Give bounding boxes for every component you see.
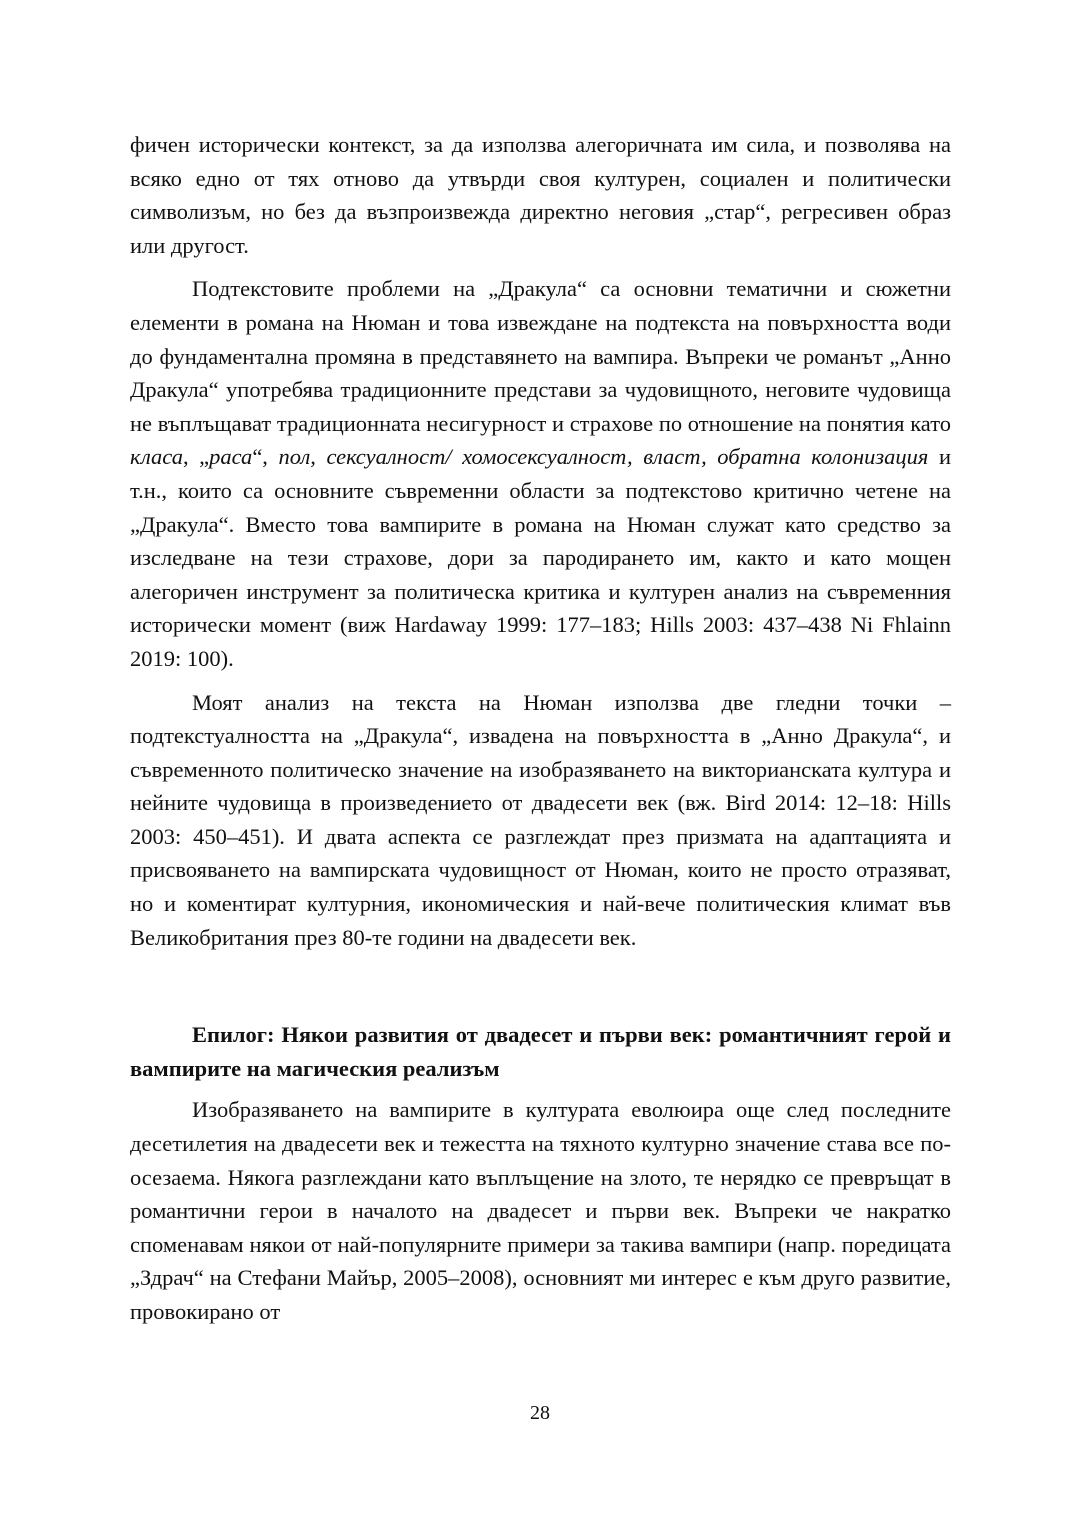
document-page xyxy=(130,128,951,1329)
paragraph-text: Подтекстовите проблеми на „Дракула“ са основни тематични и сюжетни елементи в романа на Нюман и това извеждане на подтекста на повърхността води до фундаментална промяна в представянето на вампира. Въпреки че романът „Анно Дракула“ употребява традиционните представи за чудовищното, неговите чудовища не въплъщават традиционната несигурност и страхове по отношение на понятия като xyxy=(130,276,951,436)
body-paragraph-epilogue: Изобразяването на вампирите в културата еволюира още след последните десетилетия на двадесети век и тежестта на тяхното културно значение става все по-осезаема. Някога разглеждани като въплъщение на злото, те нерядко се превръщат в романтични герои в началото на двадесет и първи век. Въпреки че накратко споменавам някои от най-популярните примери за такива вампири (напр. поредицата „Здрач“ на Стефани Майър, 2005–2008), основният ми интерес е към друго развитие, провокирано от xyxy=(130,1097,951,1324)
separator: “, xyxy=(252,444,279,470)
page-number: 28 xyxy=(530,1402,550,1424)
body-paragraph-analysis: Моят анализ на текста на Нюман използва две гледни точки – подтекстуалността на „Дракула“, извадена на повърхността в „Анно Дракула“, и съвременното политическо значение на изобразяването на викторианската култура и нейните чудовища в произведението от двадесети век (вж. Bird 2014: 12–18: Hills 2003: 450–451). И двата аспекта се разглеждат през призмата на адаптацията и присвояването на вампирската чудовищност от Нюман, които не просто отразяват, но и коментират културния, икономическия и най-вече политическия климат във Великобритания през 80-те години на двадесети век. xyxy=(130,689,951,950)
italic-term-list: пол, сексуалност/ хомосексуалност, власт, обратна колонизация xyxy=(278,444,929,470)
body-paragraph-subtext xyxy=(130,272,951,675)
section-heading: Епилог: Някои развития от двадесет и първи век: романтичният герой и вампирите на магическия реализъм xyxy=(130,1022,951,1081)
italic-term-race: раса xyxy=(209,444,253,470)
paragraph-text: и т.н., които са основните съвременни области за подтекстово критично четене на „Дракула“. Вместо това вампирите в романа на Нюман служат като средство за изследване на тези страхове, дори за пародирането им, както и като мощен алегоричен инструмент за политическа критика и културен анализ на съвременния исторически момент (виж Hardaway 1999: 177–183; Hills 2003: 437–438 Ni Fhlainn 2019: 100). xyxy=(130,444,951,671)
separator: , „ xyxy=(182,444,210,470)
italic-term-class: класа xyxy=(130,444,183,470)
body-paragraph-continuation: фичен исторически контекст, за да използва алегоричната им сила, и позволява на всяко едно от тях отново да утвърди своя културен, социален и политически символизъм, но без да възпроизвежда директно неговия „стар“, регресивен образ или другост. xyxy=(130,132,951,258)
